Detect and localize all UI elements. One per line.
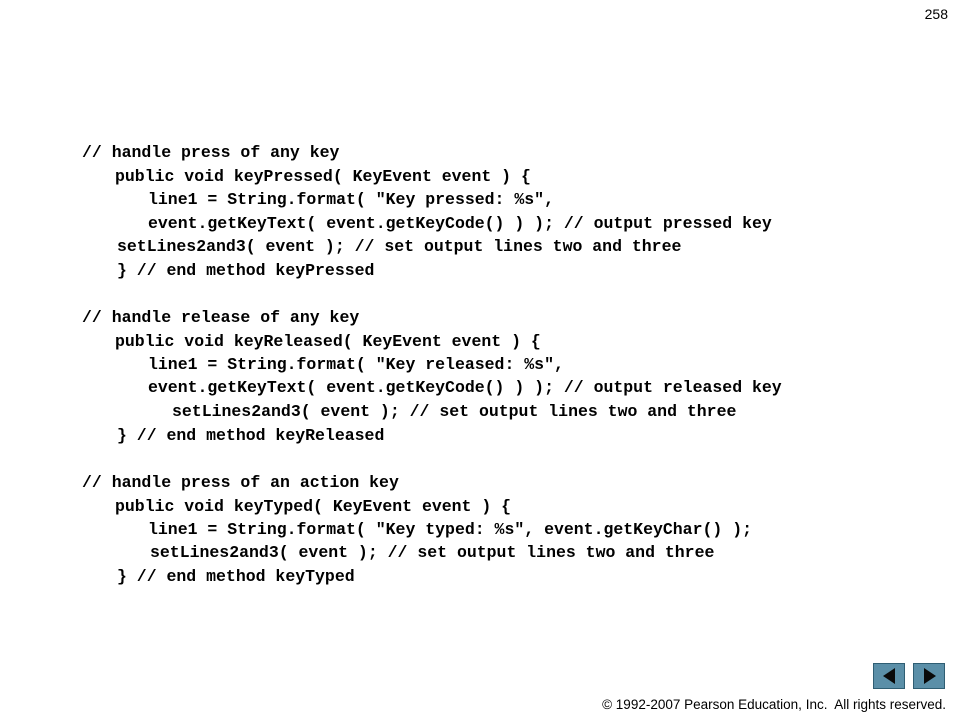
previous-slide-button[interactable] [873,663,905,689]
code-line-13: // handle press of an action key [82,473,399,492]
triangle-right-icon [914,664,944,688]
triangle-left-icon [874,664,904,688]
code-line-10: event.getKeyText( event.getKeyCode() ) ); // output released key [148,378,782,397]
code-line-17: } // end method keyTyped [117,567,355,586]
code-line-6: } // end method keyPressed [117,261,375,280]
code-line-7: // handle release of any key [82,308,360,327]
code-line-16: setLines2and3( event ); // set output lines two and three [150,543,715,562]
copyright-notice [602,697,946,712]
code-line-5: setLines2and3( event ); // set output lines two and three [117,237,682,256]
code-line-12: } // end method keyReleased [117,426,385,445]
code-line-8: public void keyReleased( KeyEvent event ) { [115,332,541,351]
slide-navigation [873,663,945,689]
code-line-15: line1 = String.format( "Key typed: %s", event.getKeyChar() ); [148,520,752,539]
copyright-symbol: © [602,697,613,712]
code-line-14: public void keyTyped( KeyEvent event ) { [115,497,512,516]
code-line-11: setLines2and3( event ); // set output lines two and three [172,402,737,421]
code-line-3: line1 = String.format( "Key pressed: %s", [148,190,554,209]
code-line-1: // handle press of any key [82,143,340,162]
copyright-text: 1992-2007 Pearson Education, Inc. All rights reserved. [612,697,946,712]
code-line-2: public void keyPressed( KeyEvent event ) { [115,167,531,186]
next-slide-button[interactable] [913,663,945,689]
code-line-4: event.getKeyText( event.getKeyCode() ) ); // output pressed key [148,214,772,233]
code-line-9: line1 = String.format( "Key released: %s", [148,355,564,374]
page-number: 258 [924,6,948,22]
